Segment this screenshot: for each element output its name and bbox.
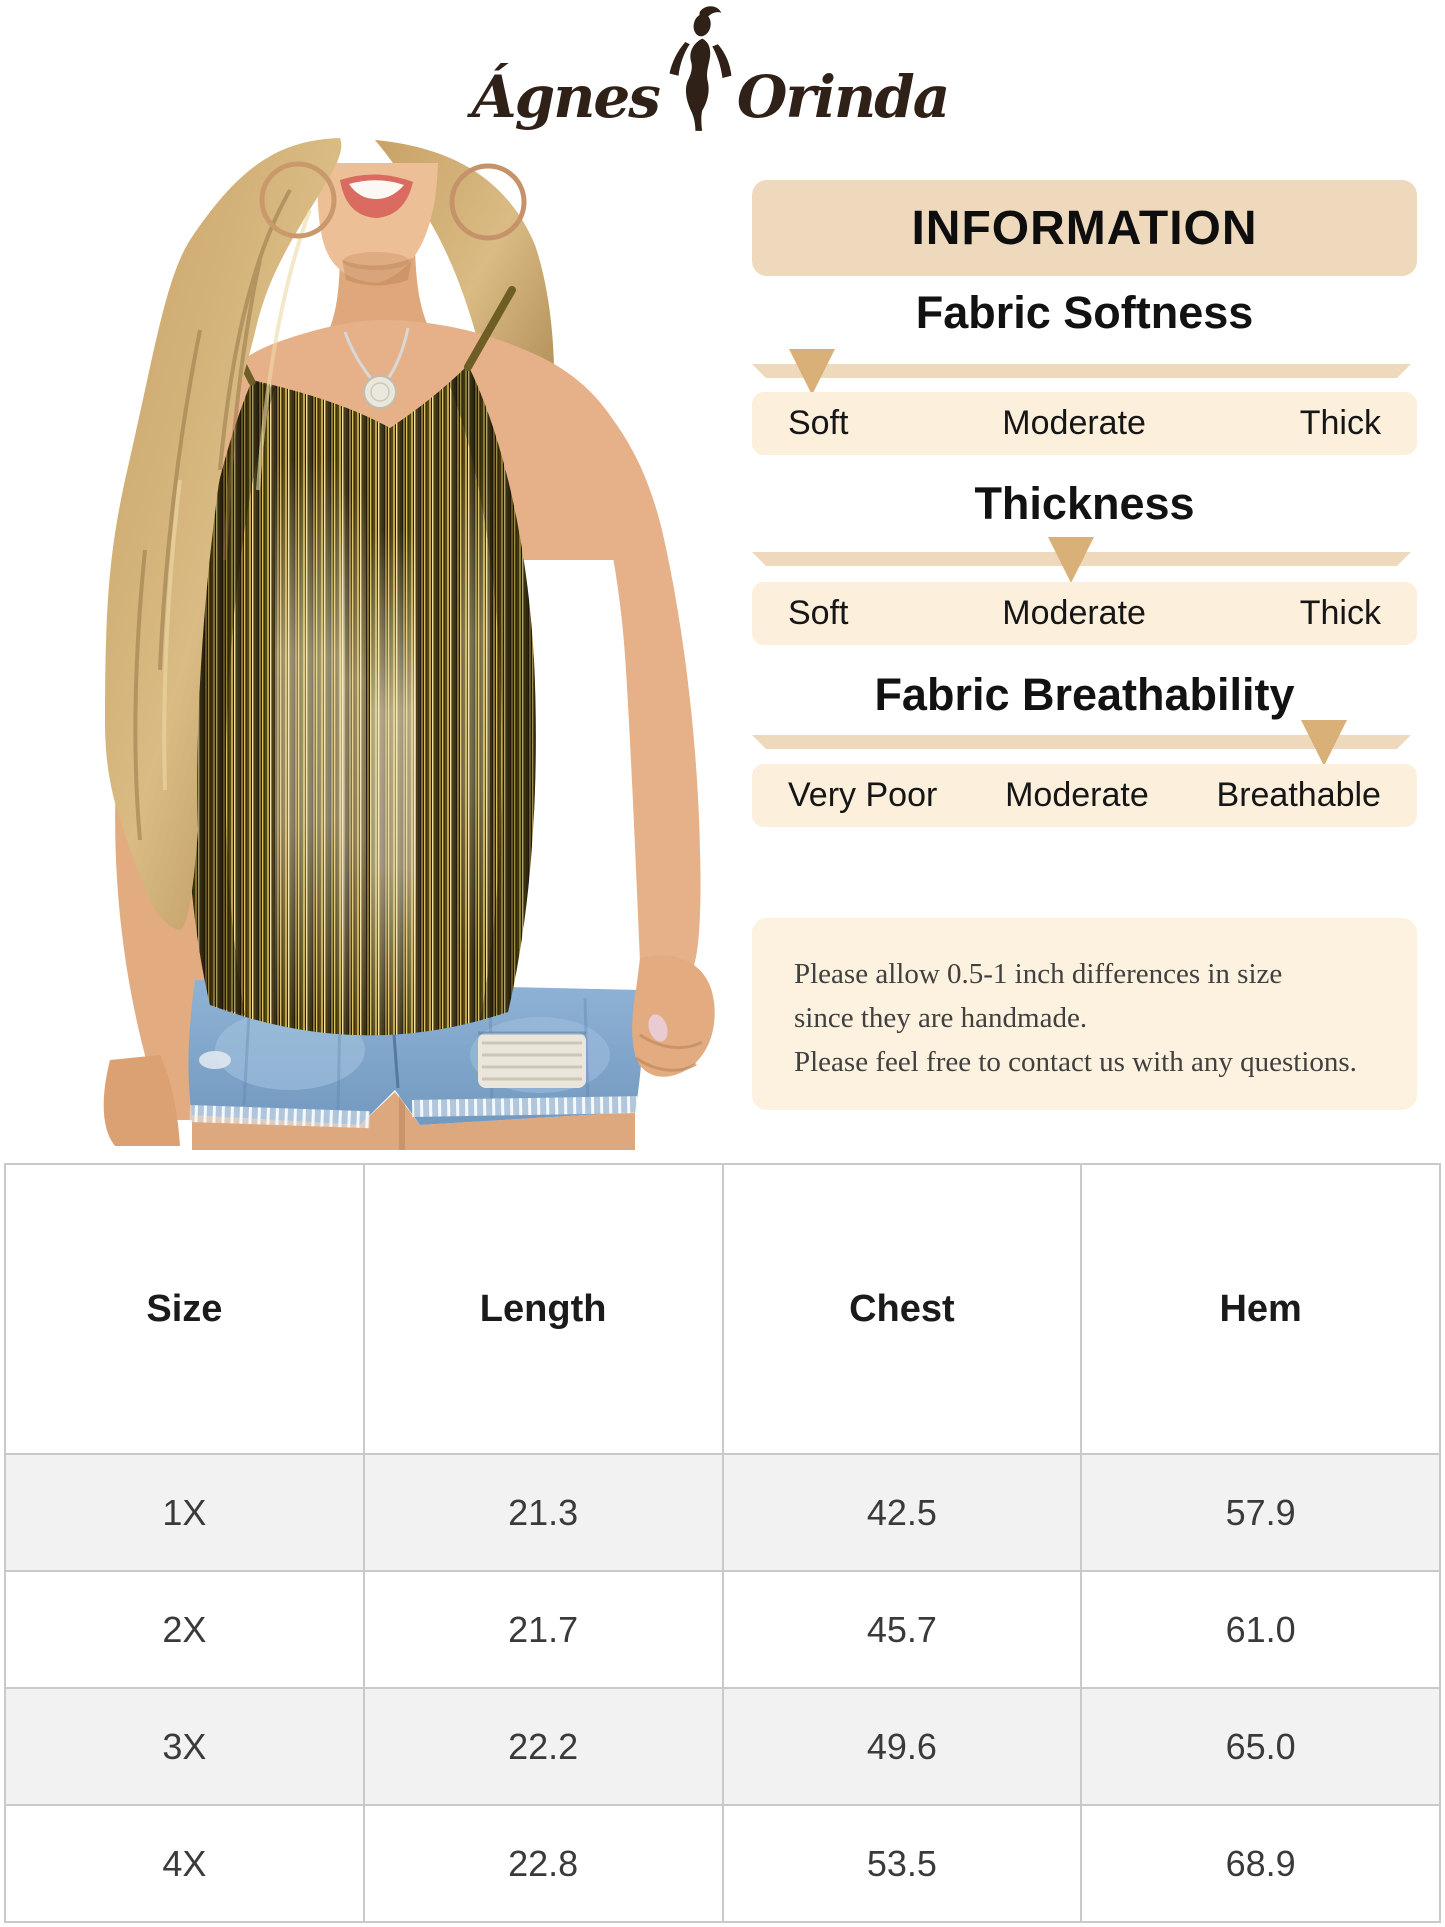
cell-hem: 65.0 [1081, 1688, 1440, 1805]
scale-marker-icon [1048, 537, 1094, 583]
ripped-patch [478, 1033, 586, 1088]
section-heading-fabric-breathability: Fabric Breathability [874, 669, 1295, 720]
table-row [5, 1571, 1440, 1688]
information-title: INFORMATION [752, 180, 1417, 276]
model-photo [40, 130, 745, 1150]
column-header-hem: Hem [1081, 1164, 1440, 1454]
note-line: since they are handmade. [794, 1002, 1088, 1034]
brand-name-second: Orinda [736, 63, 949, 131]
table-header-row [5, 1164, 1440, 1454]
column-header-size: Size [5, 1164, 364, 1454]
woman-silhouette-icon [661, 6, 735, 132]
scale-label: Breathable [1216, 776, 1381, 814]
scale-marker-icon [789, 349, 835, 395]
cell-length: 21.3 [364, 1454, 723, 1571]
cell-chest: 42.5 [723, 1454, 1082, 1571]
cell-length: 21.7 [364, 1571, 723, 1688]
scale-bar [752, 364, 1411, 378]
cell-hem: 57.9 [1081, 1454, 1440, 1571]
scale-label: Thick [1299, 594, 1381, 632]
column-header-chest: Chest [723, 1164, 1082, 1454]
fabric-softness-labels [752, 392, 1417, 455]
fabric-breathability-labels [752, 764, 1417, 827]
note-line: Please allow 0.5-1 inch differences in size [794, 958, 1283, 990]
scale-label: Soft [788, 594, 849, 632]
thickness-scale [752, 537, 1417, 583]
brand-logo [472, 6, 949, 132]
face [317, 163, 438, 343]
size-chart-table [4, 1163, 1441, 1923]
table-row [5, 1805, 1440, 1922]
section-heading-thickness: Thickness [974, 478, 1195, 529]
brand-name-first: Ágnes [471, 63, 659, 131]
scale-label: Moderate [1002, 404, 1146, 442]
cell-chest: 45.7 [723, 1571, 1082, 1688]
scale-label: Thick [1299, 404, 1381, 442]
information-panel [752, 180, 1417, 1110]
cell-length: 22.2 [364, 1688, 723, 1805]
note-line: Please feel free to contact us with any questions. [794, 1046, 1357, 1078]
size-note [752, 918, 1417, 1110]
cell-chest: 49.6 [723, 1688, 1082, 1805]
cell-hem: 68.9 [1081, 1805, 1440, 1922]
thickness-labels [752, 582, 1417, 645]
cell-size: 4X [5, 1805, 364, 1922]
model-illustration [40, 130, 745, 1150]
fabric-softness-scale [752, 349, 1417, 395]
scale-label: Soft [788, 404, 849, 442]
scale-marker-icon [1301, 720, 1347, 766]
fabric-breathability-scale [752, 720, 1417, 766]
cell-chest: 53.5 [723, 1805, 1082, 1922]
cell-length: 22.8 [364, 1805, 723, 1922]
cell-size: 2X [5, 1571, 364, 1688]
cell-hem: 61.0 [1081, 1571, 1440, 1688]
section-heading-fabric-softness: Fabric Softness [915, 287, 1254, 338]
cell-size: 3X [5, 1688, 364, 1805]
scale-label: Moderate [1005, 776, 1149, 814]
right-hand [632, 955, 714, 1076]
scale-label: Moderate [1002, 594, 1146, 632]
cell-size: 1X [5, 1454, 364, 1571]
table-row [5, 1688, 1440, 1805]
scale-label: Very Poor [788, 776, 938, 814]
column-header-length: Length [364, 1164, 723, 1454]
table-row [5, 1454, 1440, 1571]
